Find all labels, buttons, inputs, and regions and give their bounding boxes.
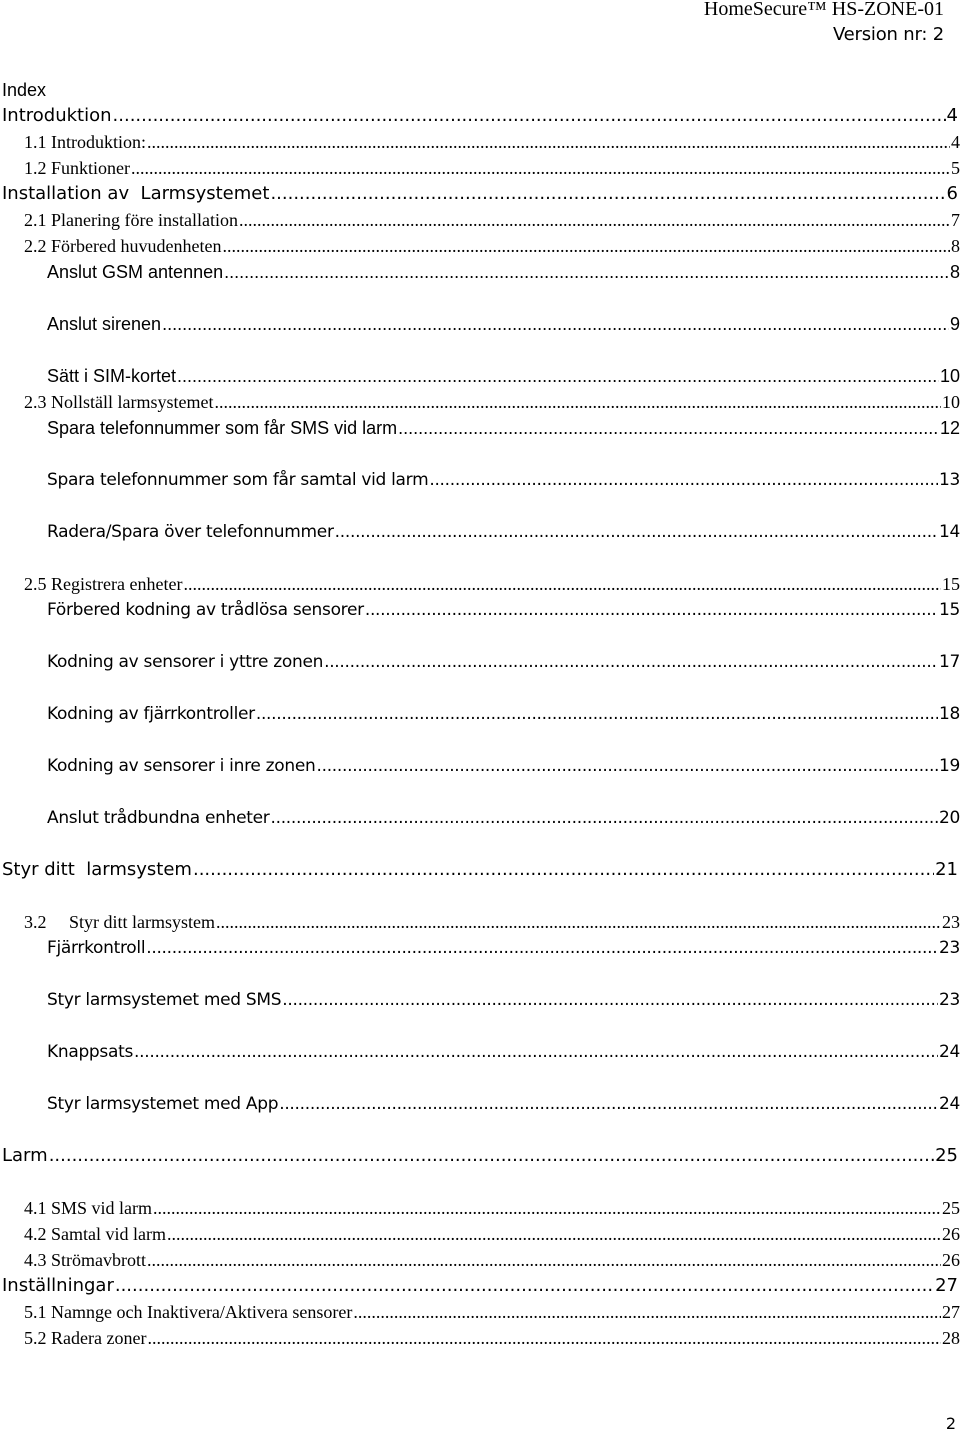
- toc-dot-leader: [147, 1248, 941, 1272]
- toc-entry-label: Styr larmsystemet med SMS: [47, 990, 282, 1010]
- toc-entry-page: 24: [938, 1094, 960, 1114]
- toc-dot-leader: [282, 988, 938, 1012]
- toc-dot-leader: [146, 936, 938, 960]
- toc-entry[interactable]: [0, 416, 960, 440]
- toc-entry-page: 26: [942, 1224, 960, 1244]
- toc-entry[interactable]: [0, 234, 960, 258]
- toc-entry-label: Kodning av sensorer i yttre zonen: [47, 652, 324, 672]
- toc-entry-label: 5.2 Radera zoner: [24, 1328, 147, 1348]
- toc-entry[interactable]: [0, 1040, 960, 1064]
- toc-entry-page: 12: [939, 418, 960, 438]
- toc-entry-label: 2.2 Förbered huvudenheten: [24, 236, 222, 256]
- toc-entry[interactable]: [0, 468, 960, 492]
- toc-entry-label: Knappsats: [47, 1042, 134, 1062]
- toc-entry-page: 4: [946, 105, 958, 126]
- toc-dot-leader: [256, 702, 938, 726]
- toc-dot-leader: [324, 650, 938, 674]
- toc-dot-leader: [115, 1274, 934, 1298]
- toc-dot-leader: [279, 1092, 938, 1116]
- toc-entry[interactable]: [0, 910, 960, 934]
- toc-entry[interactable]: [0, 650, 960, 674]
- toc-entry-page: 21: [935, 859, 958, 880]
- toc-entry[interactable]: [0, 156, 960, 180]
- toc-entry[interactable]: [0, 1092, 960, 1116]
- toc-entry-label: Kodning av sensorer i inre zonen: [47, 756, 316, 776]
- toc-entry-page: 10: [939, 366, 960, 386]
- toc-entry-label: 4.1 SMS vid larm: [24, 1198, 153, 1218]
- toc-entry[interactable]: [0, 208, 960, 232]
- toc-entry-page: 8: [949, 262, 960, 282]
- toc-dot-leader: [270, 182, 945, 206]
- toc-entry[interactable]: [0, 702, 960, 726]
- toc-dot-leader: [134, 1040, 938, 1064]
- toc-entry-page: 28: [942, 1328, 960, 1348]
- toc-entry-label: Sätt i SIM-kortet: [47, 366, 177, 386]
- toc-entry[interactable]: [0, 988, 960, 1012]
- toc-entry[interactable]: [0, 858, 958, 882]
- toc-entry-page: 15: [942, 574, 960, 594]
- toc-dot-leader: [177, 364, 939, 388]
- toc-entry[interactable]: [0, 936, 960, 960]
- toc-entry-label: Spara telefonnummer som får SMS vid larm: [47, 418, 398, 438]
- toc-entry-page: 6: [946, 183, 958, 204]
- toc-dot-leader: [271, 806, 938, 830]
- toc-dot-leader: [429, 468, 938, 492]
- toc-entry-label: Spara telefonnummer som får samtal vid larm: [47, 470, 429, 490]
- toc-entry-label: Fjärrkontroll: [47, 938, 146, 958]
- toc-dot-leader: [147, 1326, 941, 1350]
- toc-entry-page: 23: [938, 938, 960, 958]
- toc-entry-label: Styr ditt larmsystem: [2, 859, 192, 880]
- toc-entry-label: 2.5 Registrera enheter: [24, 574, 183, 594]
- toc-entry-page: 14: [938, 522, 960, 542]
- toc-entry-label: 1.2 Funktioner: [24, 158, 130, 178]
- toc-entry-label: Anslut trådbundna enheter: [47, 808, 270, 828]
- toc-dot-leader: [147, 130, 950, 154]
- toc-entry[interactable]: [0, 1248, 960, 1272]
- toc-entry-label: Styr larmsystemet med App: [47, 1094, 279, 1114]
- toc-entry-page: 18: [938, 704, 960, 724]
- toc-entry[interactable]: [0, 806, 960, 830]
- toc-entry-page: 4: [951, 132, 960, 152]
- toc-entry-label: Introduktion: [2, 105, 112, 126]
- toc-entry-page: 24: [938, 1042, 960, 1062]
- toc-entry[interactable]: [0, 1144, 958, 1168]
- toc-entry-label: Kodning av fjärrkontroller: [47, 704, 255, 724]
- index-heading: Index: [2, 80, 47, 100]
- toc-entry[interactable]: [0, 390, 960, 414]
- toc-dot-leader: [214, 390, 941, 414]
- toc-entry[interactable]: [0, 754, 960, 778]
- toc-dot-leader: [162, 312, 949, 336]
- toc-dot-leader: [193, 858, 934, 882]
- toc-dot-leader: [49, 1144, 934, 1168]
- toc-entry-page: 25: [942, 1198, 960, 1218]
- toc-dot-leader: [317, 754, 938, 778]
- toc-entry-page: 5: [951, 158, 960, 178]
- toc-entry-label: Inställningar: [2, 1275, 114, 1296]
- toc-entry[interactable]: [0, 260, 960, 284]
- toc-entry-page: 20: [938, 808, 960, 828]
- toc-dot-leader: [131, 156, 950, 180]
- toc-entry[interactable]: [0, 572, 960, 596]
- toc-entry-page: 7: [951, 210, 960, 230]
- toc-entry-label: 1.1 Introduktion:: [24, 132, 146, 152]
- toc-entry-label: Larm: [2, 1145, 48, 1166]
- toc-entry-label: 5.1 Namnge och Inaktivera/Aktivera sensorer: [24, 1302, 353, 1322]
- toc-entry-label: 4.3 Strömavbrott: [24, 1250, 146, 1270]
- toc-entry[interactable]: [0, 312, 960, 336]
- toc-entry[interactable]: [0, 1222, 960, 1246]
- toc-entry-label: Installation av Larmsystemet: [2, 183, 270, 204]
- toc-entry-page: 9: [949, 314, 960, 334]
- toc-entry[interactable]: [0, 1300, 960, 1324]
- toc-entry-label: Anslut GSM antennen: [47, 262, 224, 282]
- toc-entry-page: 15: [938, 600, 960, 620]
- toc-entry-label: Anslut sirenen: [47, 314, 162, 334]
- toc-entry[interactable]: [0, 130, 960, 154]
- toc-entry-page: 23: [942, 912, 960, 932]
- toc-entry-label: 2.3 Nollställ larmsystemet: [24, 392, 214, 412]
- toc-dot-leader: [365, 598, 938, 622]
- toc-dot-leader: [216, 910, 941, 934]
- toc-entry-label: 4.2 Samtal vid larm: [24, 1224, 166, 1244]
- toc-entry[interactable]: [0, 520, 960, 544]
- toc-entry-label: 2.1 Planering före installation: [24, 210, 238, 230]
- toc-entry-page: 27: [935, 1275, 958, 1296]
- toc-entry[interactable]: [0, 598, 960, 622]
- page-number: 2: [945, 1414, 956, 1433]
- toc-entry[interactable]: [0, 364, 960, 388]
- toc-dot-leader: [335, 520, 938, 544]
- toc-entry-page: 27: [942, 1302, 960, 1322]
- document-title: HomeSecure™ HS-ZONE-01: [703, 0, 944, 20]
- toc-entry[interactable]: [0, 1196, 960, 1220]
- toc-entry-page: 8: [951, 236, 960, 256]
- toc-dot-leader: [167, 1222, 941, 1246]
- version-label: Version nr: 2: [832, 24, 944, 45]
- toc-entry-page: 10: [942, 392, 960, 412]
- toc-dot-leader: [153, 1196, 941, 1220]
- toc-dot-leader: [398, 416, 939, 440]
- toc-entry-label: 3.2 Styr ditt larmsystem: [24, 912, 215, 932]
- toc-dot-leader: [183, 572, 941, 596]
- toc-dot-leader: [113, 104, 946, 128]
- toc-entry[interactable]: [0, 1326, 960, 1350]
- toc-dot-leader: [239, 208, 950, 232]
- toc-entry-label: Förbered kodning av trådlösa sensorer: [47, 600, 364, 620]
- page-header: [704, 0, 944, 46]
- toc-dot-leader: [353, 1300, 941, 1324]
- toc-entry-page: 17: [938, 652, 960, 672]
- toc-entry-page: 19: [938, 756, 960, 776]
- toc-entry[interactable]: [0, 1274, 958, 1298]
- toc-entry-page: 23: [938, 990, 960, 1010]
- toc-entry[interactable]: [0, 182, 958, 206]
- toc-entry-page: 25: [935, 1145, 958, 1166]
- toc-entry-page: 13: [938, 470, 960, 490]
- toc-entry-label: Radera/Spara över telefonnummer: [47, 522, 334, 542]
- toc-entry[interactable]: [0, 104, 958, 128]
- toc-dot-leader: [222, 234, 950, 258]
- toc-entry-page: 26: [942, 1250, 960, 1270]
- toc-dot-leader: [224, 260, 949, 284]
